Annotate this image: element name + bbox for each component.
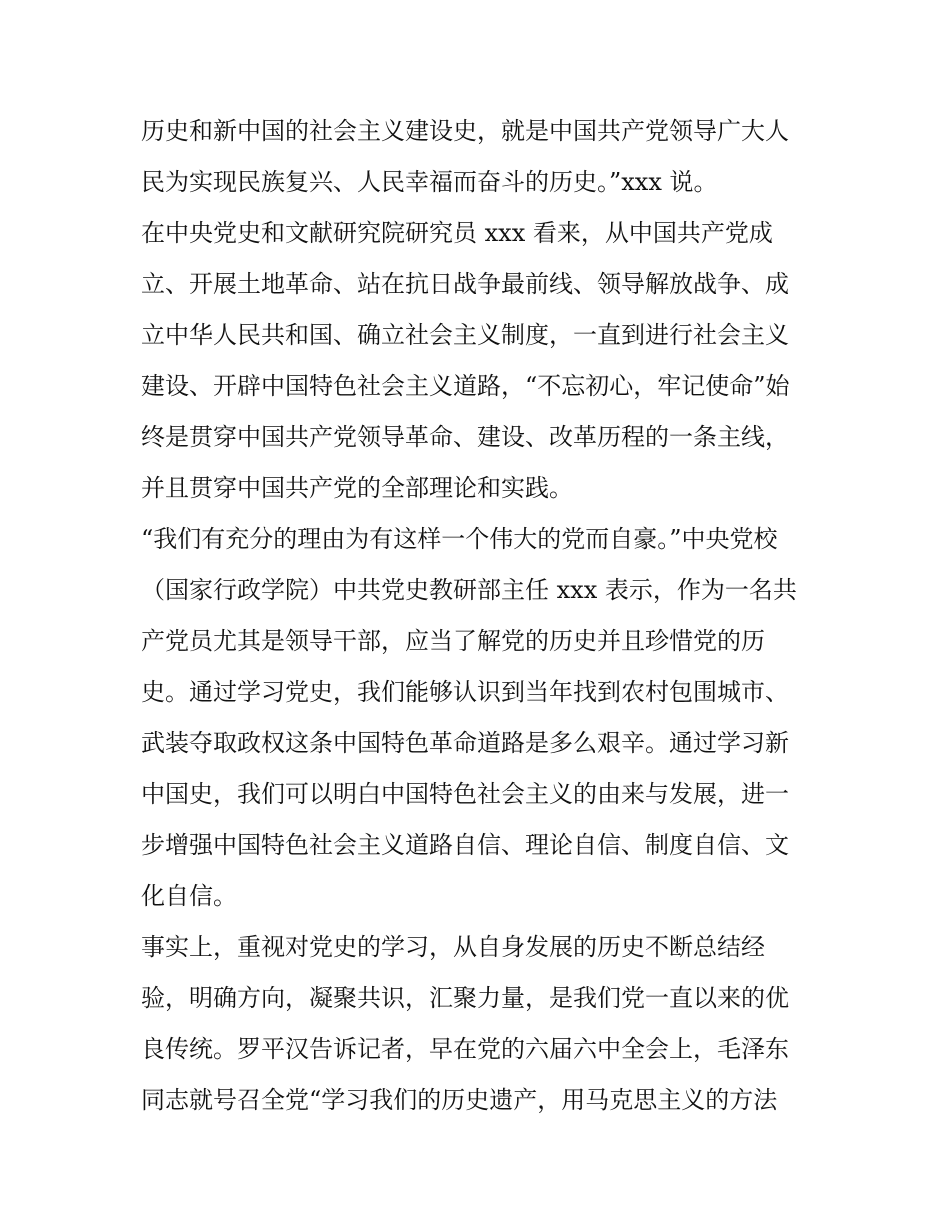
text-line: 中国史，我们可以明白中国特色社会主义的由来与发展，进一 [141,780,789,808]
text-line: 历史和新中国的社会主义建设史，就是中国共产党领导广大人 [141,117,789,145]
text-line: （国家行政学院）中共党史教研部主任 xxx 表示，作为一名共 [141,576,797,604]
text-line: 事实上，重视对党史的学习，从自身发展的历史不断总结经 [141,933,765,961]
text-line: 史。通过学习党史，我们能够认识到当年找到农村包围城市、 [141,678,789,706]
text-line: 同志就号召全党“学习我们的历史遗产，用马克思主义的方法 [141,1086,778,1114]
text-line: 验，明确方向，凝聚共识，汇聚力量，是我们党一直以来的优 [141,984,789,1012]
text-line: 在中央党史和文献研究院研究员 xxx 看来，从中国共产党成 [141,219,773,247]
text-line: 民为实现民族复兴、人民幸福而奋斗的历史。”xxx 说。 [141,168,718,196]
text-line: 终是贯穿中国共产党领导革命、建设、改革历程的一条主线， [141,423,789,451]
text-line: 产党员尤其是领导干部，应当了解党的历史并且珍惜党的历 [141,627,765,655]
text-line: “我们有充分的理由为有这样一个伟大的党而自豪。”中央党校 [141,525,778,553]
text-line: 建设、开辟中国特色社会主义道路，“不忘初心，牢记使命”始 [141,372,790,400]
text-line: 步增强中国特色社会主义道路自信、理论自信、制度自信、文 [141,831,789,859]
body-text [141,106,821,1126]
text-line: 良传统。罗平汉告诉记者，早在党的六届六中全会上，毛泽东 [141,1035,789,1063]
text-line: 武装夺取政权这条中国特色革命道路是多么艰辛。通过学习新 [141,729,789,757]
text-line: 并且贯穿中国共产党的全部理论和实践。 [141,474,573,502]
text-line: 立、开展土地革命、站在抗日战争最前线、领导解放战争、成 [141,270,789,298]
text-line: 化自信。 [141,882,237,910]
text-line: 立中华人民共和国、确立社会主义制度，一直到进行社会主义 [141,321,789,349]
